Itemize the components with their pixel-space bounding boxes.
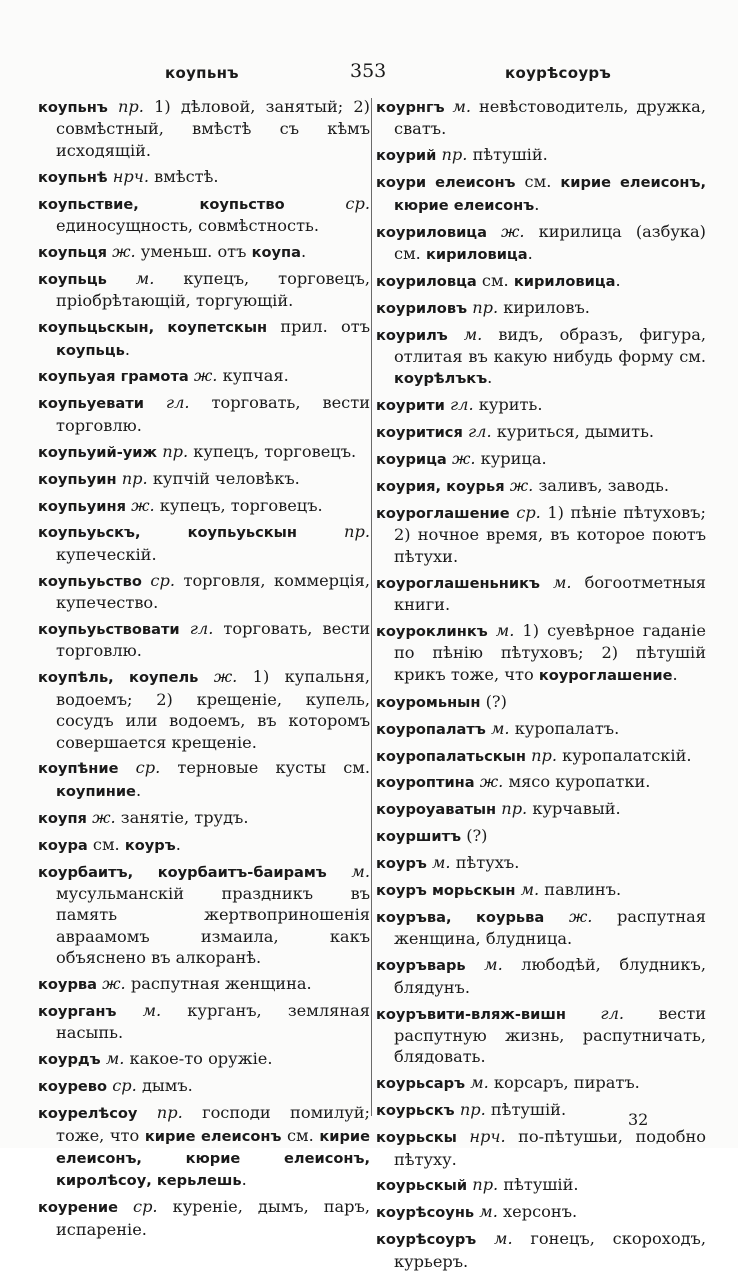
entry-text: пѣтушій. bbox=[467, 145, 548, 165]
dictionary-entry bbox=[376, 771, 706, 793]
entry-headword: коупѣль, коупель bbox=[38, 669, 199, 687]
entry-headword: коуръ морьскын bbox=[376, 882, 516, 900]
entry-text: см. bbox=[515, 172, 561, 192]
grammar-label: ср. bbox=[345, 193, 370, 213]
grammar-label: м. bbox=[142, 1001, 162, 1021]
page-number: 353 bbox=[350, 60, 387, 82]
entry-text: . bbox=[672, 664, 678, 684]
entry-headword: коуръ bbox=[376, 855, 427, 873]
entry-text: 1) суевѣрное гаданіе по пѣнію пѣтуховъ; 2) пѣтушій крикъ тоже, что bbox=[394, 621, 706, 684]
entry-text: см. bbox=[87, 834, 125, 854]
entry-headword: коуриловица bbox=[376, 223, 487, 241]
entry-text bbox=[107, 269, 136, 288]
entry-text bbox=[566, 1004, 600, 1023]
entry-text bbox=[476, 1229, 494, 1248]
entry-headword: коуромьнын bbox=[376, 693, 481, 711]
entry-headword: коурилъ bbox=[376, 326, 448, 344]
entry-text: господи помилуй; тоже, что bbox=[56, 1103, 370, 1145]
dictionary-entry bbox=[38, 666, 370, 753]
running-header bbox=[0, 60, 738, 90]
entry-headword: коупьуая грамота bbox=[38, 368, 189, 386]
dictionary-entry bbox=[376, 297, 706, 319]
dictionary-entry bbox=[376, 1126, 706, 1170]
entry-headword: коуръ bbox=[124, 836, 176, 854]
grammar-label: ж. bbox=[131, 495, 155, 515]
entry-headword: коурва bbox=[38, 976, 97, 994]
dictionary-entry bbox=[38, 973, 370, 995]
entry-text: вести распутную жизнь, распутничать, блядовать. bbox=[394, 1003, 706, 1067]
dictionary-entry bbox=[376, 270, 706, 292]
entry-text: единосущность, совмѣстность. bbox=[56, 216, 319, 236]
dictionary-entry bbox=[38, 807, 370, 829]
dictionary-entry bbox=[38, 96, 370, 161]
entry-text: видъ, образъ, фигура, отлитая въ какую нибудь форму см. bbox=[394, 324, 706, 367]
entry-text: кирилица (азбука) см. bbox=[394, 221, 706, 263]
entry-text: курчавый. bbox=[527, 799, 621, 819]
entry-headword: коупа bbox=[251, 243, 301, 261]
entry-text: купецъ, торговецъ. bbox=[188, 441, 357, 461]
grammar-label: ср. bbox=[135, 758, 161, 778]
grammar-label: пр. bbox=[156, 1103, 183, 1123]
entry-headword: кириловица bbox=[425, 245, 528, 263]
entry-headword: коупьуьство bbox=[38, 572, 142, 590]
entry-headword: коупиние bbox=[56, 782, 136, 800]
grammar-label: пр. bbox=[459, 1100, 486, 1120]
entry-headword: коурнгъ bbox=[376, 99, 445, 116]
dictionary-entry bbox=[376, 1003, 706, 1068]
entry-text: павлинъ. bbox=[539, 880, 622, 900]
entry-text: купецъ, торговецъ. bbox=[154, 495, 323, 515]
entry-text bbox=[448, 325, 464, 344]
grammar-label: пр. bbox=[501, 799, 528, 819]
entry-text: терновые кусты см. bbox=[160, 758, 371, 778]
dictionary-entry bbox=[376, 852, 706, 874]
entry-text: корсаръ, пиратъ. bbox=[488, 1073, 640, 1093]
dictionary-entry bbox=[376, 745, 706, 767]
grammar-label: ж. bbox=[92, 807, 116, 827]
grammar-label: м. bbox=[105, 1049, 125, 1069]
entry-headword: коупьствие, коупьство bbox=[38, 195, 285, 213]
grammar-label: ж. bbox=[451, 449, 476, 469]
entry-headword: коуршитъ bbox=[376, 828, 462, 846]
dictionary-entry bbox=[376, 906, 706, 950]
entry-headword: коуроптина bbox=[376, 774, 475, 792]
entry-text: 1) дѣловой, занятый; 2) совмѣстный, вмѣстѣ съ кѣмъ исходящій. bbox=[56, 97, 370, 160]
grammar-label: м. bbox=[135, 268, 155, 288]
entry-text: купецъ, торговецъ, пріобрѣтающій, торгующій. bbox=[56, 268, 370, 311]
grammar-label: гл. bbox=[189, 619, 214, 639]
grammar-label: пр. bbox=[162, 441, 189, 461]
entry-text: 1) пѣніе пѣтуховъ; 2) ночное время, въ которое поютъ пѣтухи. bbox=[394, 503, 706, 566]
entry-text bbox=[297, 522, 344, 541]
entry-text: купчій человѣкъ. bbox=[147, 468, 300, 488]
dictionary-entry bbox=[376, 691, 706, 713]
entry-headword: коупьуин bbox=[38, 470, 117, 488]
dictionary-entry bbox=[38, 268, 370, 312]
grammar-label: м. bbox=[479, 1202, 498, 1222]
dictionary-entry bbox=[38, 392, 370, 436]
grammar-label: ж. bbox=[102, 974, 126, 994]
entry-headword: коупьнъ bbox=[38, 99, 108, 116]
dictionary-entry bbox=[38, 757, 370, 802]
entry-headword: коупьця bbox=[38, 243, 107, 261]
entry-text: любодѣй, блудникъ, блядунъ. bbox=[394, 955, 706, 997]
grammar-label: нрч. bbox=[112, 166, 149, 186]
entry-text: мясо куропатки. bbox=[503, 772, 651, 792]
dictionary-entry bbox=[376, 718, 706, 740]
entry-headword: коупьуиня bbox=[38, 497, 126, 515]
entry-headword: коурия, коурья bbox=[376, 478, 505, 496]
entry-text: пѣтухъ. bbox=[450, 853, 520, 873]
dictionary-entry bbox=[376, 954, 706, 998]
right-column bbox=[376, 96, 706, 1277]
entry-headword: коурбаитъ, коурбаитъ-баирамъ bbox=[38, 863, 327, 881]
entry-text bbox=[540, 573, 553, 592]
grammar-label: ж. bbox=[213, 667, 238, 687]
entry-headword: коуръвити-вляж-вишн bbox=[376, 1005, 566, 1023]
entry-headword: коупѣние bbox=[38, 760, 119, 778]
entry-headword: коуроклинкъ bbox=[376, 623, 488, 641]
grammar-label: пр. bbox=[344, 522, 370, 542]
left-column bbox=[38, 96, 370, 1245]
grammar-label: нрч. bbox=[469, 1127, 506, 1147]
entry-headword: коупьуевати bbox=[38, 395, 144, 413]
entry-text: распутная женщина, блудница. bbox=[394, 907, 706, 949]
entry-headword: коури елеисонъ bbox=[376, 174, 516, 192]
dictionary-entry bbox=[376, 421, 706, 443]
entry-headword: коуриловца bbox=[376, 272, 477, 290]
entry-text: курить. bbox=[473, 395, 543, 415]
dictionary-entry bbox=[376, 798, 706, 820]
dictionary-entry bbox=[38, 570, 370, 614]
entry-text: . bbox=[300, 241, 307, 261]
grammar-label: пр. bbox=[531, 745, 558, 765]
grammar-label: пр. bbox=[118, 97, 144, 116]
entry-headword: коурение bbox=[38, 1199, 118, 1217]
entry-headword: кирие елеисонъ bbox=[144, 1127, 282, 1145]
grammar-label: м. bbox=[520, 880, 540, 900]
dictionary-entry bbox=[376, 1099, 706, 1121]
entry-text bbox=[116, 1001, 142, 1020]
dictionary-entry bbox=[376, 96, 706, 140]
entry-headword: кирие елеисонъ, кюрие елеисонъ bbox=[394, 174, 706, 214]
entry-text: пѣтушій. bbox=[498, 1175, 579, 1195]
entry-text: кириловъ. bbox=[498, 297, 590, 317]
entry-text: торговать, вести торговлю. bbox=[56, 393, 370, 435]
grammar-label: ср. bbox=[133, 1197, 158, 1217]
dictionary-entry bbox=[38, 1000, 370, 1044]
grammar-label: м. bbox=[470, 1073, 489, 1093]
entry-headword: коуроглашение bbox=[376, 505, 510, 522]
dictionary-entry bbox=[38, 1102, 370, 1192]
dictionary-entry bbox=[376, 825, 706, 847]
entry-headword: коупьнѣ bbox=[38, 168, 108, 186]
grammar-label: пр. bbox=[441, 145, 468, 165]
dictionary-entry bbox=[38, 316, 370, 361]
entry-headword: коуритися bbox=[376, 424, 463, 442]
dictionary-entry bbox=[38, 834, 370, 856]
dictionary-entry bbox=[376, 324, 706, 390]
entry-text: прил. отъ bbox=[267, 317, 370, 337]
grammar-label: м. bbox=[484, 955, 503, 975]
dictionary-entry bbox=[38, 618, 370, 662]
grammar-label: пр. bbox=[472, 297, 499, 317]
grammar-label: гл. bbox=[165, 393, 190, 413]
grammar-label: ж. bbox=[509, 476, 534, 496]
entry-text bbox=[285, 194, 346, 213]
entry-text: торговать, вести торговлю. bbox=[56, 619, 370, 661]
entry-text bbox=[198, 667, 213, 686]
entry-text: уменьш. отъ bbox=[135, 241, 252, 261]
grammar-label: гл. bbox=[600, 1003, 625, 1023]
entry-headword: коурѣлъкъ bbox=[394, 370, 488, 388]
entry-text: дымъ. bbox=[136, 1076, 193, 1096]
entry-text: . bbox=[124, 339, 130, 359]
entry-text: занятіе, трудъ. bbox=[115, 807, 249, 827]
right-guide-word: коурѣсоуръ bbox=[505, 64, 612, 82]
entry-text: какое-то оружіе. bbox=[124, 1049, 273, 1069]
entry-headword: коурьскы bbox=[376, 1129, 457, 1147]
grammar-label: ж. bbox=[501, 221, 525, 241]
dictionary-entry bbox=[38, 365, 370, 387]
entry-headword: коуроглашение bbox=[538, 666, 673, 684]
entry-text: гонецъ, скороходъ, курьеръ. bbox=[394, 1229, 706, 1271]
entry-text bbox=[544, 907, 569, 926]
entry-text bbox=[457, 1127, 470, 1146]
entry-headword: коупя bbox=[38, 809, 87, 827]
left-guide-word: коупьнъ bbox=[165, 64, 239, 82]
entry-text bbox=[487, 222, 501, 241]
entry-text bbox=[466, 955, 485, 974]
entry-text: . bbox=[175, 834, 181, 854]
grammar-label: пр. bbox=[472, 1175, 499, 1195]
entry-text: см. bbox=[281, 1125, 320, 1145]
grammar-label: ж. bbox=[193, 366, 218, 386]
dictionary-entry bbox=[376, 1201, 706, 1223]
grammar-label: ж. bbox=[568, 907, 593, 926]
entry-text: купеческій. bbox=[56, 544, 157, 564]
entry-text: (?) bbox=[480, 691, 507, 711]
entry-text bbox=[137, 1103, 156, 1122]
entry-text bbox=[327, 862, 352, 881]
entry-headword: коуръва, коурьва bbox=[376, 909, 545, 926]
entry-text bbox=[445, 97, 453, 116]
entry-text: см. bbox=[476, 270, 514, 290]
entry-text: торговля, коммерція, купечество. bbox=[56, 570, 370, 613]
dictionary-entry bbox=[38, 1196, 370, 1240]
dictionary-entry bbox=[376, 394, 706, 416]
grammar-label: м. bbox=[490, 718, 510, 738]
entry-headword: коупьць bbox=[38, 270, 107, 288]
entry-headword: коурганъ bbox=[38, 1003, 117, 1021]
entry-text: пѣтушій. bbox=[485, 1100, 567, 1120]
dictionary-entry bbox=[376, 171, 706, 216]
entry-text bbox=[488, 621, 496, 640]
entry-headword: кириловица bbox=[513, 272, 616, 290]
entry-text bbox=[118, 1197, 133, 1216]
entry-text: . bbox=[527, 243, 533, 263]
entry-text: мусульманскій праздникъ въ память жертвоприношенія авраамомъ измаила, какъ объяснено въ алкоранѣ. bbox=[56, 884, 370, 968]
dictionary-entry bbox=[376, 144, 706, 166]
entry-text: по-пѣтушьи, подобно пѣтуху. bbox=[394, 1127, 706, 1169]
entry-text: вмѣстѣ. bbox=[148, 166, 219, 186]
entry-text bbox=[118, 758, 135, 777]
dictionary-entry bbox=[38, 166, 370, 188]
dictionary-entry bbox=[38, 241, 370, 263]
entry-headword: коурица bbox=[376, 451, 447, 469]
entry-headword: коуроглашеньникъ bbox=[376, 574, 540, 592]
dictionary-entry bbox=[38, 193, 370, 237]
entry-text bbox=[144, 393, 166, 412]
entry-text: купчая. bbox=[217, 366, 289, 386]
grammar-label: м. bbox=[351, 861, 370, 881]
entry-text bbox=[180, 619, 190, 638]
grammar-label: ж. bbox=[479, 772, 504, 792]
grammar-label: м. bbox=[495, 621, 515, 641]
dictionary-entry bbox=[38, 521, 370, 565]
entry-text: . bbox=[135, 780, 142, 800]
entry-text: . bbox=[241, 1170, 247, 1190]
entry-headword: коуропалатьскын bbox=[376, 747, 526, 765]
grammar-label: м. bbox=[463, 324, 483, 344]
entry-headword: коупьуьствовати bbox=[38, 621, 180, 639]
dictionary-entry bbox=[376, 448, 706, 470]
entry-headword: коурьскъ bbox=[376, 1102, 455, 1120]
entry-headword: коурьсаръ bbox=[376, 1075, 466, 1093]
entry-text: курганъ, земляная насыпь. bbox=[56, 1001, 370, 1043]
entry-headword: коурѣсоуръ bbox=[376, 1231, 477, 1249]
entry-headword: коурево bbox=[38, 1078, 108, 1096]
entry-text: невѣстоводитель, дружка, сватъ. bbox=[394, 97, 706, 139]
entry-text: (?) bbox=[461, 826, 488, 846]
entry-text: куропалатъ. bbox=[509, 718, 620, 738]
dictionary-entry bbox=[376, 879, 706, 901]
grammar-label: ср. bbox=[112, 1076, 137, 1096]
grammar-label: м. bbox=[494, 1229, 513, 1249]
entry-text bbox=[108, 97, 118, 116]
entry-text: заливъ, заводь. bbox=[533, 476, 669, 496]
dictionary-entry bbox=[376, 572, 706, 616]
grammar-label: м. bbox=[552, 572, 572, 592]
entry-headword: коупьуий-уиж bbox=[38, 443, 158, 461]
grammar-label: пр. bbox=[121, 468, 148, 488]
entry-headword: коурий bbox=[376, 147, 437, 165]
entry-text: херсонъ. bbox=[497, 1202, 578, 1222]
entry-headword: кирие елеисонъ, кюрие елеисонъ, киролѣсоу, керьлешь bbox=[56, 1127, 371, 1190]
dictionary-entry bbox=[376, 1174, 706, 1196]
dictionary-entry bbox=[38, 1048, 370, 1070]
entry-headword: коурити bbox=[376, 397, 445, 415]
entry-text: . bbox=[534, 194, 540, 214]
grammar-label: ср. bbox=[516, 503, 541, 522]
entry-text: куропалатскій. bbox=[557, 745, 692, 765]
dictionary-entry bbox=[376, 620, 706, 686]
entry-text: куреніе, дымъ, паръ, испареніе. bbox=[56, 1197, 370, 1239]
grammar-label: гл. bbox=[467, 422, 492, 442]
dictionary-entry bbox=[376, 221, 706, 266]
entry-headword: коурелѣсоу bbox=[38, 1105, 138, 1123]
entry-text: куриться, дымить. bbox=[491, 422, 655, 442]
dictionary-entry bbox=[38, 1075, 370, 1097]
dictionary-entry bbox=[38, 861, 370, 969]
entry-text: богоотметныя книги. bbox=[394, 572, 706, 615]
entry-text: . bbox=[487, 368, 493, 388]
entry-headword: коуроуаватын bbox=[376, 801, 497, 819]
dictionary-entry bbox=[38, 468, 370, 490]
entry-headword: коуропалатъ bbox=[376, 720, 486, 738]
entry-headword: коуриловъ bbox=[376, 299, 468, 317]
dictionary-entry bbox=[376, 502, 706, 567]
dictionary-entry bbox=[376, 1072, 706, 1094]
dictionary-entry bbox=[38, 495, 370, 517]
signature-mark: 32 bbox=[628, 1110, 649, 1129]
entry-text: распутная женщина. bbox=[125, 974, 312, 994]
entry-headword: коурьскый bbox=[376, 1177, 468, 1195]
column-divider bbox=[371, 98, 372, 1116]
entry-headword: коуръварь bbox=[376, 957, 466, 975]
entry-headword: коупьуьскъ, коупьуьскын bbox=[38, 524, 297, 542]
entry-headword: коурѣсоунь bbox=[376, 1204, 475, 1222]
entry-text: курица. bbox=[475, 449, 547, 469]
entry-headword: коупьць bbox=[56, 341, 125, 359]
grammar-label: ср. bbox=[150, 570, 175, 590]
entry-headword: коура bbox=[38, 836, 88, 854]
dictionary-entry bbox=[376, 1228, 706, 1272]
dictionary-entry bbox=[376, 475, 706, 497]
grammar-label: м. bbox=[452, 97, 472, 116]
entry-text: 1) купальня, водоемъ; 2) крещеніе, купель, сосудъ или водоемъ, въ которомъ совершается крещеніе. bbox=[56, 667, 370, 752]
entry-headword: коурдъ bbox=[38, 1051, 101, 1069]
entry-headword: коупьцьскын, коупетскын bbox=[38, 319, 268, 337]
grammar-label: ж. bbox=[112, 241, 136, 261]
entry-text: . bbox=[615, 270, 621, 290]
grammar-label: м. bbox=[432, 853, 451, 873]
dictionary-entry bbox=[38, 441, 370, 463]
grammar-label: гл. bbox=[449, 395, 474, 415]
